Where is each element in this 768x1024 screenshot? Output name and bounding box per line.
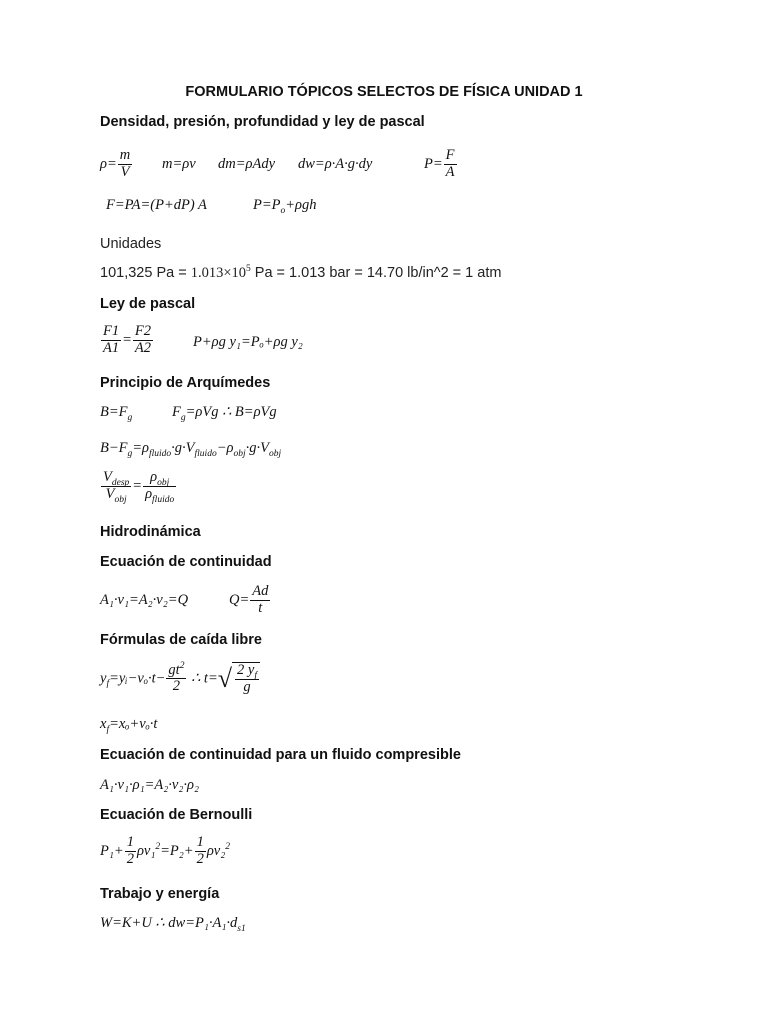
eq-pascal-ratio: $\frac{F1}{A1}$ = $\frac{F2}{A2}$ <box>103 323 152 356</box>
eq-work-energy: W=K+U ∴ $dw=P_1\cdot A_1\cdot d_{s1}$ <box>100 915 246 934</box>
heading-trabajo: Trabajo y energía <box>100 886 220 902</box>
unidades-line: 101,325 $Pa = 1.013\times 10^5$ Pa = 1.013 bar = 14.70 lb/in^2 = 1 atm <box>100 264 502 281</box>
heading-compresible: Ecuación de continuidad para un fluido compresible <box>100 747 461 763</box>
eq-pressure: P= $\frac{F}{A}$ <box>424 147 455 180</box>
eq-mass: m=ρv <box>162 156 196 172</box>
eq-pascal-depth: P+ρg y₁=Pₒ+ρg y₂ <box>193 334 303 350</box>
eq-compressible: A₁·v₁·ρ₁=A₂·v₂·ρ₂ <box>100 777 200 793</box>
heading-arquimedes: Principio de Arquímedes <box>100 375 271 391</box>
heading-continuidad: Ecuación de continuidad <box>100 554 272 570</box>
eq-dm: dm=ρAdy <box>218 156 276 172</box>
eq-density: ρ= $\frac{m}{V}$ <box>100 147 131 180</box>
eq-force: F=PA=(P+dP) A <box>106 197 207 213</box>
heading-hidrodinamica: Hidrodinámica <box>100 524 201 540</box>
eq-buoyancy: $B=F_g$ <box>100 404 133 423</box>
heading-bernoulli: Ecuación de Bernoulli <box>100 807 253 823</box>
eq-net-force: $B-F_g=\rho_{fluido}\cdot g\cdot V_{fluido}-\rho_{obj}\cdot g\cdot V_{obj}$ <box>100 440 282 459</box>
eq-free-fall-x: $x_f=x_o+v_o\cdot t$ <box>100 716 158 735</box>
eq-pressure-depth: $P=P_o+\rho gh$ <box>253 197 317 216</box>
eq-free-fall-y: $y_f=yᵢ-v_o\cdot t-$ $\frac{gt^2}{2}$ ∴ t=√ $\frac{2 y_f}{g}$ <box>100 662 260 696</box>
heading-caida-libre: Fórmulas de caída libre <box>100 632 262 648</box>
unidades-label: Unidades <box>100 236 162 252</box>
eq-buoyancy-weight: $F_g=\rho Vg$ ∴ B=ρVg <box>172 404 277 423</box>
eq-dw: dw=ρ·A·g·dy <box>298 156 373 172</box>
eq-continuity: A₁·v₁=A₂·v₂=Q <box>100 592 189 608</box>
eq-bernoulli: P₁+ $\frac{1}{2}$ ρv₁$^2$=P₂+ $\frac{1}{2}$ ρv₂$^2$ <box>100 834 231 867</box>
document-title: FORMULARIO TÓPICOS SELECTOS DE FÍSICA UNIDAD 1 <box>185 84 583 100</box>
eq-flow-rate: Q= $\frac{Ad}{t}$ <box>229 583 269 616</box>
eq-volume-density-ratio: $\frac{V_{desp}}{V_{obj}}$ = $\frac{\rho_{obj}}{\rho_{fluido}}$ <box>103 469 175 505</box>
heading-densidad: Densidad, presión, profundidad y ley de pascal <box>100 114 425 130</box>
heading-ley-pascal: Ley de pascal <box>100 296 196 312</box>
